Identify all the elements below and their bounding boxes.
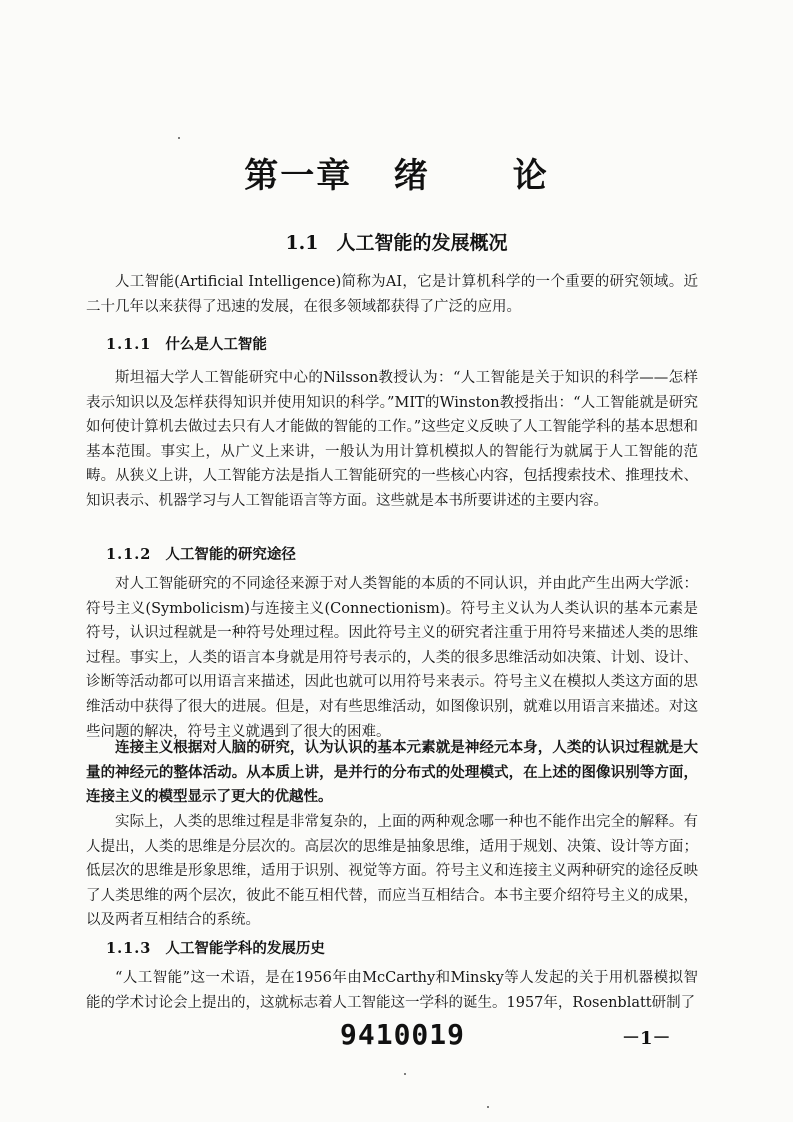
chapter-title: 第一章 绪 论 xyxy=(244,156,549,196)
subsection-number: 1.1.2 xyxy=(106,546,152,563)
section-title: 人工智能的发展概况 xyxy=(336,232,508,254)
subsection-number: 1.1.1 xyxy=(106,336,152,353)
paragraph-symbolicism: 对人工智能研究的不同途径来源于对人类智能的本质的不同认识，并由此产生出两大学派：符号主义(Symbolicism)与连接主义(Connectionism)。符号主义认为人类认识的基本元素是符号，认识过程就是一种符号处理过程。因此符号主义的研究者注重于用符号来描述人类的思维过程。事实上，人类的语言本身就是用符号表示的，人类的很多思维活动如决策、计划、设计、诊断等活动都可以用语言来描述，因此也就可以用符号来表示。符号主义在模拟人类这方面的思维活动中获得了很大的进展。但是，对有些思维活动，如图像识别，就难以用语言来描述。对这些问题的解决，符号主义就遇到了很大的困难。 xyxy=(86,576,698,740)
paragraph-connectionism: 连接主义根据对人脑的研究，认为认识的基本元素就是神经元本身，人类的认识过程就是大量的神经元的整体活动。从本质上讲，是并行的分布式的处理模式，在上述的图像识别等方面，连接主义的模型显示了更大的优越性。 xyxy=(86,739,698,806)
intro-paragraph: 人工智能(Artificial Intelligence)简称为AI，它是计算机科学的一个重要的研究领域。近二十几年以来获得了迅速的发展，在很多领域都获得了广泛的应用。 xyxy=(86,274,698,315)
scan-speck xyxy=(487,1106,489,1108)
subsection-heading-1-1-3 xyxy=(106,937,325,958)
paragraph-ai-history: “人工智能”这一术语，是在1956年由McCarthy和Minsky等人发起的关于用机器模拟智能的学术讨论会上提出的，这就标志着人工智能这一学科的诞生。1957年，Rosenblatt研制了 xyxy=(86,970,698,1011)
subsection-title: 人工智能学科的发展历史 xyxy=(165,940,325,957)
subsection-heading-1-1-2 xyxy=(106,543,296,564)
subsection-number: 1.1.3 xyxy=(106,940,152,957)
subsection-title: 人工智能的研究途径 xyxy=(165,546,296,563)
subsection-heading-1-1-1 xyxy=(106,333,267,354)
section-heading xyxy=(0,228,793,255)
page-number: －1－ xyxy=(622,1028,671,1049)
scan-speck xyxy=(404,1073,406,1075)
subsection-title: 什么是人工智能 xyxy=(165,336,267,353)
paragraph-layered-thinking: 实际上，人类的思维过程是非常复杂的，上面的两种观念哪一种也不能作出完全的解释。有人提出，人类的思维是分层次的。高层次的思维是抽象思维，适用于规划、决策、设计等方面；低层次的思维是形象思维，适用于识别、视觉等方面。符号主义和连接主义两种研究的途径反映了人类思维的两个层次，彼此不能互相代替，而应当互相结合。本书主要介绍符号主义的成果，以及两者互相结合的系统。 xyxy=(86,814,698,929)
scan-speck xyxy=(178,137,180,139)
catalog-code: 9410019 xyxy=(340,1018,466,1051)
paragraph-what-is-ai: 斯坦福大学人工智能研究中心的Nilsson教授认为：“人工智能是关于知识的科学——怎样表示知识以及怎样获得知识并使用知识的科学。”MIT的Winston教授指出：“人工智能就是研究如何使计算机去做过去只有人才能做的智能的工作。”这些定义反映了人工智能学科的基本思想和基本范围。事实上，从广义上来讲，一般认为用计算机模拟人的智能行为就属于人工智能的范畴。从狭义上讲，人工智能方法是指人工智能研究的一些核心内容，包括搜索技术、推理技术、知识表示、机器学习与人工智能语言等方面。这些就是本书所要讲述的主要内容。 xyxy=(86,370,698,509)
section-number: 1.1 xyxy=(285,232,319,254)
